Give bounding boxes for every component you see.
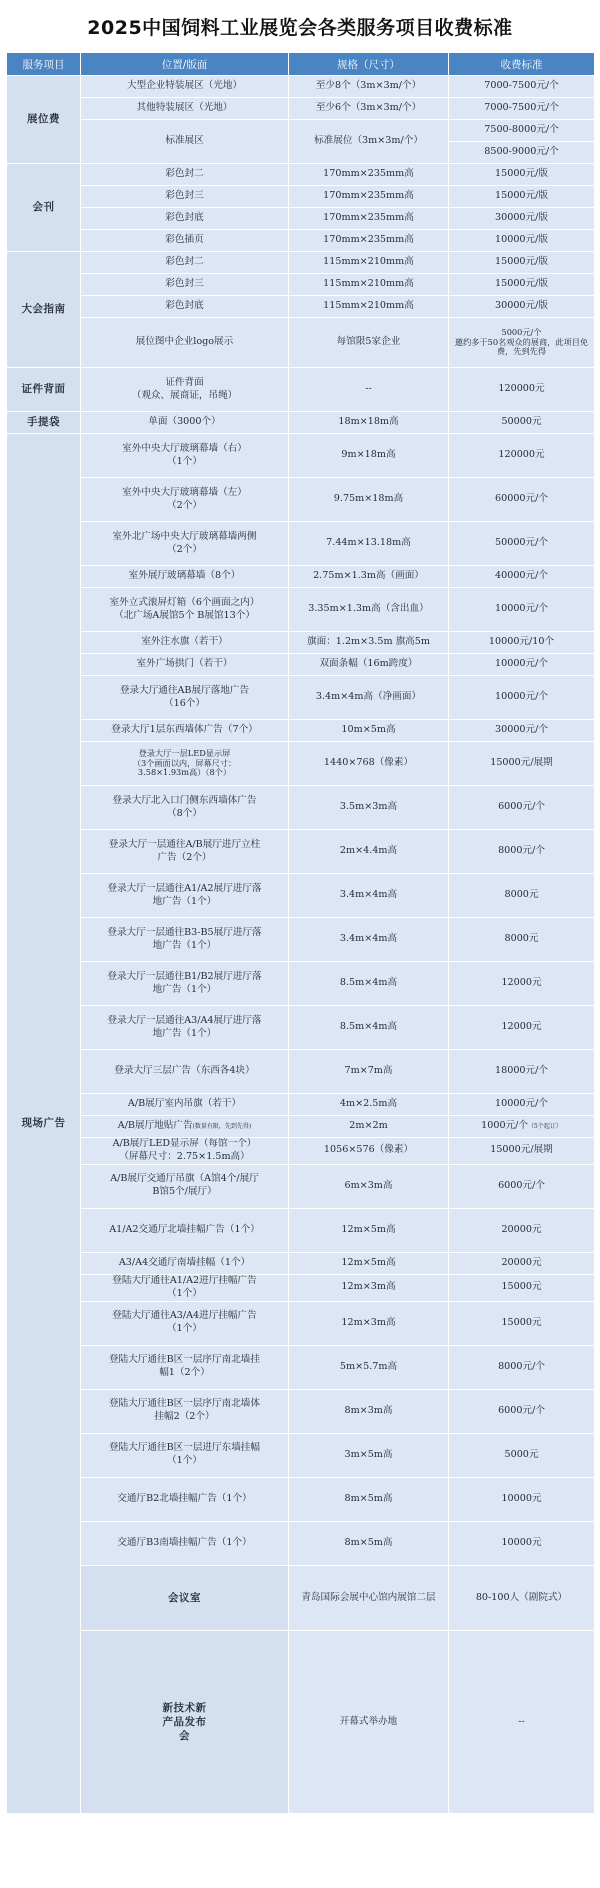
position-cell: 室外注水旗（若干） xyxy=(81,632,289,654)
table-row xyxy=(7,654,595,676)
position-cell: A1/A2交通厅北墙挂幅广告（1个） xyxy=(81,1208,289,1252)
table-row xyxy=(7,120,595,142)
position-cell: 登录大厅一层通往A3/A4展厅进厅落 地广告（1个） xyxy=(81,1006,289,1050)
service-category-cell: 新技术新 产品发布 会 xyxy=(81,1631,289,1813)
price-cell: 30000元/版 xyxy=(449,208,595,230)
price-cell: 10000元/个 xyxy=(449,654,595,676)
position-cell: 登录大厅一层通往B3-B5展厅进厅落 地广告（1个） xyxy=(81,918,289,962)
position-cell: A/B展厅地贴广告(数量有限，先到先得) xyxy=(81,1116,289,1138)
price-cell: 60000元/个 xyxy=(449,478,595,522)
table-row xyxy=(7,588,595,632)
position-cell: A/B展厅交通厅吊旗（A馆4个/展厅 B馆5个/展厅） xyxy=(81,1164,289,1208)
table-row xyxy=(7,368,595,412)
position-cell: 彩色封二 xyxy=(81,164,289,186)
table-row xyxy=(7,676,595,720)
position-cell: 其他特装展区（光地） xyxy=(81,98,289,120)
position-cell: 登录大厅一层通往B1/B2展厅进厅落 地广告（1个） xyxy=(81,962,289,1006)
position-cell: 登录大厅一层通往A1/A2展厅进厅落 地广告（1个） xyxy=(81,874,289,918)
spec-cell: 7.44m×13.18m高 xyxy=(289,522,449,566)
price-note: （5个起订） xyxy=(528,1123,562,1131)
table-row xyxy=(7,742,595,786)
spec-cell: 12m×5m高 xyxy=(289,1208,449,1252)
table-row xyxy=(7,434,595,478)
price-cell: 12000元 xyxy=(449,1006,595,1050)
position-cell: 登录大厅北入口门侧东西墙体广告 （8个） xyxy=(81,786,289,830)
price-cell: 8000元 xyxy=(449,874,595,918)
page-title: 2025中国饲料工业展览会各类服务项目收费标准 xyxy=(87,17,513,39)
table-row xyxy=(7,632,595,654)
position-cell: 登陆大厅通往A1/A2进厅挂幅广告 （1个） xyxy=(81,1274,289,1301)
table-row xyxy=(7,1477,595,1521)
spec-cell: 双面条幅（16m跨度） xyxy=(289,654,449,676)
position-cell: 开幕式举办地 xyxy=(289,1631,449,1813)
spec-cell: 3m×5m高 xyxy=(289,1433,449,1477)
spec-cell: 170mm×235mm高 xyxy=(289,208,449,230)
table-row xyxy=(7,918,595,962)
position-cell: A/B展厅室内吊旗（若干） xyxy=(81,1094,289,1116)
spec-cell: 8m×3m高 xyxy=(289,1389,449,1433)
service-category-cell: 手提袋 xyxy=(7,412,81,434)
table-row xyxy=(7,478,595,522)
price-cell: 120000元 xyxy=(449,368,595,412)
position-cell: A/B展厅LED显示屏（每馆一个） （屏幕尺寸：2.75×1.5m高） xyxy=(81,1138,289,1165)
price-cell: 15000元/版 xyxy=(449,274,595,296)
price-cell: 7000-7500元/个 xyxy=(449,76,595,98)
table-row xyxy=(7,1208,595,1252)
spec-cell: -- xyxy=(289,368,449,412)
table-row xyxy=(7,1301,595,1345)
table-row xyxy=(7,164,595,186)
price-cell: 50000元 xyxy=(449,412,595,434)
price-cell: 10000元/版 xyxy=(449,230,595,252)
spec-cell: 12m×3m高 xyxy=(289,1301,449,1345)
table-row xyxy=(7,962,595,1006)
spec-cell: 10m×5m高 xyxy=(289,720,449,742)
spec-cell: 7m×7m高 xyxy=(289,1050,449,1094)
table-row xyxy=(7,1521,595,1565)
position-cell: 展位图中企业logo展示 xyxy=(81,318,289,368)
spec-cell: 至少6个（3m×3m/个） xyxy=(289,98,449,120)
table-row xyxy=(7,186,595,208)
position-cell: 大型企业特装展区（光地） xyxy=(81,76,289,98)
position-cell: 证件背面 （观众、展商证，吊绳） xyxy=(81,368,289,412)
price-cell: 1000元/个（5个起订） xyxy=(449,1116,595,1138)
price-cell: 20000元 xyxy=(449,1252,595,1274)
spec-cell: 115mm×210mm高 xyxy=(289,252,449,274)
position-cell: 彩色封底 xyxy=(81,296,289,318)
position-cell: 彩色封三 xyxy=(81,186,289,208)
spec-cell: 170mm×235mm高 xyxy=(289,164,449,186)
spec-cell: 18m×18m高 xyxy=(289,412,449,434)
price-cell: 10000元/个 xyxy=(449,1094,595,1116)
spec-cell: 旗面：1.2m×3.5m 旗高5m xyxy=(289,632,449,654)
price-cell: 6000元/个 xyxy=(449,1389,595,1433)
position-cell: 室外展厅玻璃幕墙（8个） xyxy=(81,566,289,588)
table-row xyxy=(7,412,595,434)
spec-cell: 3.35m×1.3m高（含出血） xyxy=(289,588,449,632)
price-cell: 10000元 xyxy=(449,1521,595,1565)
price-cell: 20000元 xyxy=(449,1208,595,1252)
spec-cell: 标准展位（3m×3m/个） xyxy=(289,120,449,164)
price-cell: 15000元 xyxy=(449,1301,595,1345)
spec-cell: 80-100人（剧院式） xyxy=(449,1565,595,1631)
table-row xyxy=(7,830,595,874)
position-cell: 登录大厅一层LED显示屏 （3个画面以内，屏幕尺寸： 3.58×1.93m高）（8个） xyxy=(81,742,289,786)
spec-cell: 3.4m×4m高（净画面） xyxy=(289,676,449,720)
table-row xyxy=(7,98,595,120)
price-cell: 10000元/个 xyxy=(449,588,595,632)
table-row xyxy=(7,76,595,98)
position-cell: 彩色封二 xyxy=(81,252,289,274)
table-row xyxy=(7,1345,595,1389)
spec-cell: 8.5m×4m高 xyxy=(289,962,449,1006)
spec-cell: 至少8个（3m×3m/个） xyxy=(289,76,449,98)
spec-cell: 9m×18m高 xyxy=(289,434,449,478)
table-row xyxy=(7,1389,595,1433)
spec-cell: 1056×576（像素） xyxy=(289,1138,449,1165)
position-cell: 交通厅B3南墙挂幅广告（1个） xyxy=(81,1521,289,1565)
price-cell: 8000元/个 xyxy=(449,1345,595,1389)
table-row xyxy=(7,230,595,252)
price-cell: 8500-9000元/个 xyxy=(449,142,595,164)
table-row xyxy=(7,874,595,918)
price-cell: 15000元/展期 xyxy=(449,1138,595,1165)
spec-cell: 4m×2.5m高 xyxy=(289,1094,449,1116)
spec-cell: 8m×5m高 xyxy=(289,1477,449,1521)
spec-cell: 每馆限5家企业 xyxy=(289,318,449,368)
position-cell: 登录大厅一层通往A/B展厅进厅立柱 广告（2个） xyxy=(81,830,289,874)
header-service-item: 服务项目 xyxy=(7,53,81,76)
position-cell: 登陆大厅通往A3/A4进厅挂幅广告 （1个） xyxy=(81,1301,289,1345)
service-category-cell: 展位费 xyxy=(7,76,81,164)
spec-cell: 5m×5.7m高 xyxy=(289,1345,449,1389)
spec-cell: 12m×3m高 xyxy=(289,1274,449,1301)
table-row xyxy=(7,252,595,274)
price-cell: 8000元/个 xyxy=(449,830,595,874)
position-cell: 交通厅B2北墙挂幅广告（1个） xyxy=(81,1477,289,1521)
table-row xyxy=(7,1138,595,1165)
table-row xyxy=(7,1050,595,1094)
position-cell: 登陆大厅通往B区一层进厅东墙挂幅 （1个） xyxy=(81,1433,289,1477)
header-position: 位置/版面 xyxy=(81,53,289,76)
service-category-cell: 大会指南 xyxy=(7,252,81,368)
spec-cell: 9.75m×18m高 xyxy=(289,478,449,522)
position-cell: A3/A4交通厅南墙挂幅（1个） xyxy=(81,1252,289,1274)
table-row xyxy=(7,522,595,566)
table-row xyxy=(7,1006,595,1050)
service-category-cell: 现场广告 xyxy=(7,434,81,1814)
table-row xyxy=(7,1631,595,1813)
price-cell: 10000元 xyxy=(449,1477,595,1521)
price-cell: 120000元 xyxy=(449,434,595,478)
spec-cell: 8.5m×4m高 xyxy=(289,1006,449,1050)
table-row xyxy=(7,296,595,318)
price-cell: 5000元 xyxy=(449,1433,595,1477)
spec-cell: 3.5m×3m高 xyxy=(289,786,449,830)
table-row xyxy=(7,1274,595,1301)
price-cell: 50000元/个 xyxy=(449,522,595,566)
table-row xyxy=(7,720,595,742)
table-row xyxy=(7,1252,595,1274)
spec-cell: 3.4m×4m高 xyxy=(289,874,449,918)
table-row xyxy=(7,1433,595,1477)
spec-cell: 8m×5m高 xyxy=(289,1521,449,1565)
position-cell: 室外广场拱门（若干） xyxy=(81,654,289,676)
price-cell: 10000元/个 xyxy=(449,676,595,720)
spec-cell: 1440×768（像素） xyxy=(289,742,449,786)
spec-cell: 2m×2m xyxy=(289,1116,449,1138)
price-cell: 5000元/个 邀约多于50名观众的展商，此项目免费，先到先得 xyxy=(449,318,595,368)
price-cell: 15000元 xyxy=(449,1274,595,1301)
price-cell: 12000元 xyxy=(449,962,595,1006)
price-cell: 15000元/版 xyxy=(449,252,595,274)
service-category-cell: 证件背面 xyxy=(7,368,81,412)
position-cell: 登陆大厅通往B区一层序厅南北墙挂 幅1（2个） xyxy=(81,1345,289,1389)
price-cell: 30000元/个 xyxy=(449,720,595,742)
table-row xyxy=(7,274,595,296)
position-cell: 彩色封三 xyxy=(81,274,289,296)
position-cell: 单面（3000个） xyxy=(81,412,289,434)
table-row xyxy=(7,1164,595,1208)
table-header-row xyxy=(7,53,595,76)
spec-cell: 115mm×210mm高 xyxy=(289,274,449,296)
price-cell: 10000元/10个 xyxy=(449,632,595,654)
position-cell: 室外中央大厅玻璃幕墙（左） （2个） xyxy=(81,478,289,522)
price-cell: 7500-8000元/个 xyxy=(449,120,595,142)
table-row xyxy=(7,786,595,830)
price-cell: 15000元/版 xyxy=(449,186,595,208)
price-cell: 15000元/展期 xyxy=(449,742,595,786)
spec-cell: 170mm×235mm高 xyxy=(289,186,449,208)
price-cell: 40000元/个 xyxy=(449,566,595,588)
position-cell: 彩色插页 xyxy=(81,230,289,252)
position-cell: 室外中央大厅玻璃幕墙（右） （1个） xyxy=(81,434,289,478)
position-cell: 登录大厅1层东西墙体广告（7个） xyxy=(81,720,289,742)
table-row xyxy=(7,566,595,588)
table-row xyxy=(7,1116,595,1138)
service-category-cell: 会议室 xyxy=(81,1565,289,1631)
position-cell: 标准展区 xyxy=(81,120,289,164)
spec-cell: 115mm×210mm高 xyxy=(289,296,449,318)
header-price: 收费标准 xyxy=(449,53,595,76)
price-cell: 6000元/个 xyxy=(449,786,595,830)
spec-cell: 3.4m×4m高 xyxy=(289,918,449,962)
position-cell: 登录大厅通往AB展厅落地广告 （16个） xyxy=(81,676,289,720)
table-row xyxy=(7,208,595,230)
position-cell: 彩色封底 xyxy=(81,208,289,230)
price-cell: 7000-7500元/个 xyxy=(449,98,595,120)
table-row xyxy=(7,318,595,368)
price-cell: 15000元/版 xyxy=(449,164,595,186)
price-cell: 8000元 xyxy=(449,918,595,962)
spec-cell: -- xyxy=(449,1631,595,1813)
price-cell: 30000元/版 xyxy=(449,296,595,318)
spec-cell: 170mm×235mm高 xyxy=(289,230,449,252)
position-cell: 登录大厅三层广告（东西各4块） xyxy=(81,1050,289,1094)
position-cell: 室外北广场中央大厅玻璃幕墙两侧 （2个） xyxy=(81,522,289,566)
price-cell: 18000元/个 xyxy=(449,1050,595,1094)
header-spec: 规格（尺寸） xyxy=(289,53,449,76)
table-row xyxy=(7,1565,595,1631)
spec-cell: 2.75m×1.3m高（画面） xyxy=(289,566,449,588)
fee-table xyxy=(6,52,595,1814)
spec-cell: 12m×5m高 xyxy=(289,1252,449,1274)
price-cell: 6000元/个 xyxy=(449,1164,595,1208)
position-note: (数量有限，先到先得) xyxy=(192,1123,252,1131)
spec-cell: 6m×3m高 xyxy=(289,1164,449,1208)
spec-cell: 2m×4.4m高 xyxy=(289,830,449,874)
fee-table-container xyxy=(6,52,594,1814)
table-row xyxy=(7,1094,595,1116)
position-cell: 室外立式滚屏灯箱（6个画面之内） （北广场A展馆5个 B展馆13个） xyxy=(81,588,289,632)
position-cell: 登陆大厅通往B区一层序厅南北墙体 挂幅2（2个） xyxy=(81,1389,289,1433)
service-category-cell: 会刊 xyxy=(7,164,81,252)
position-cell: 青岛国际会展中心馆内展馆二层 xyxy=(289,1565,449,1631)
